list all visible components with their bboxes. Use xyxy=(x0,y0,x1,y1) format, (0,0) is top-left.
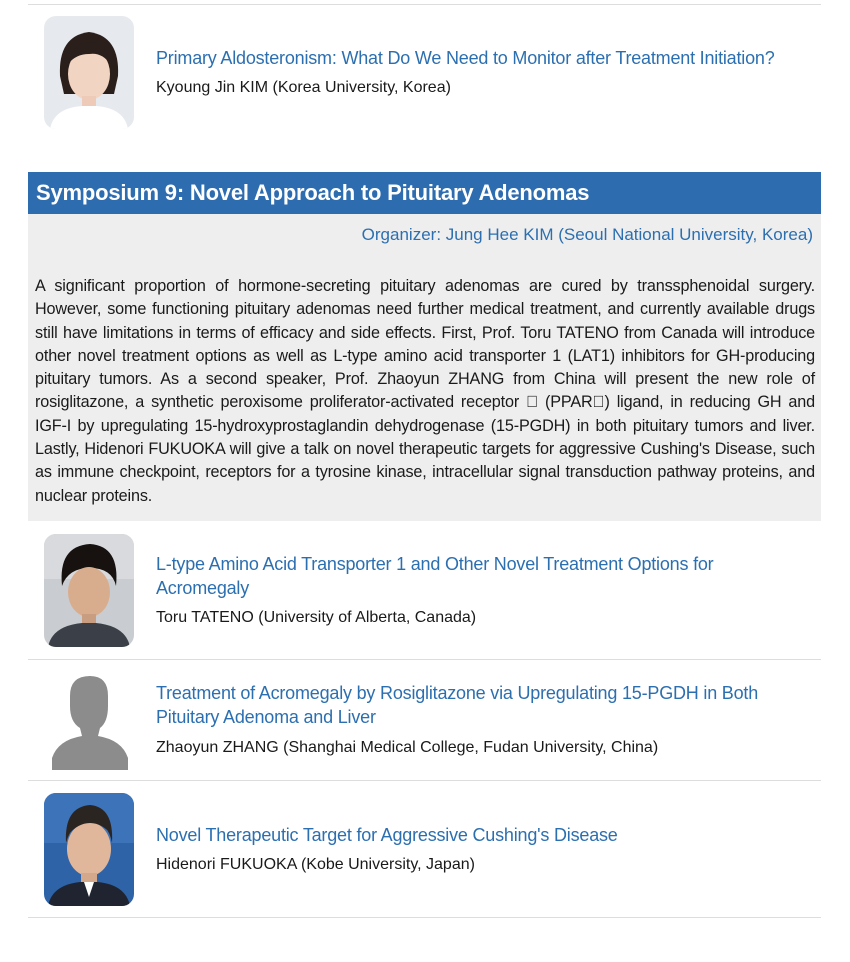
talk-item xyxy=(28,781,821,917)
symposium-organizer: Organizer: Jung Hee KIM (Seoul National University, Korea) xyxy=(361,225,813,244)
speaker-photo xyxy=(44,793,134,906)
talk-speaker: Zhaoyun ZHANG (Shanghai Medical College, Fudan University, China) xyxy=(156,739,659,756)
talk-item xyxy=(28,660,821,780)
symposium-header xyxy=(28,172,821,214)
symposium-description: A significant proportion of hormone-secreting pituitary adenomas are cured by transsphenoidal surgery. However, some functioning pituitary adenomas need further medical treatment, and currently available drugs still have limitations in terms of efficacy and side effects. First, Prof. Toru TATENO from Canada will introduce other novel treatment options as well as L-type amino acid transporter 1 (LAT1) inhibitors for GH-producing pituitary tumors. As a second speaker, Prof. Zhaoyun ZHANG from China will present the new role of rosiglitazone, a synthetic peroxisome proliferator-activated receptor   (PPAR ) ligand, in reducing GH and IGF-I by upregulating 15-hydroxyprostaglandin dehydrogenase (15-PGDH) in both pituitary tumors and liver. Lastly, Hidenori FUKUOKA will give a talk on novel therapeutic targets for aggressive Cushing's Disease, such as immune checkpoint, receptors for a tyrosine kinase, intracellular signal transduction pathway proteins, and nuclear proteins. xyxy=(35,277,815,505)
symposium-panel xyxy=(28,214,821,521)
talk-speaker: Toru TATENO (University of Alberta, Canada) xyxy=(156,609,477,626)
talk-title[interactable]: L-type Amino Acid Transporter 1 and Other Novel Treatment Options for Acromegaly xyxy=(156,554,714,598)
divider xyxy=(28,917,821,918)
speaker-photo xyxy=(44,534,134,647)
talk-item-previous xyxy=(28,0,821,140)
talk-title[interactable]: Novel Therapeutic Target for Aggressive Cushing's Disease xyxy=(156,825,618,845)
symposium-title: Symposium 9: Novel Approach to Pituitary Adenomas xyxy=(36,180,590,205)
placeholder-person-icon xyxy=(44,666,134,779)
talk-speaker: Hidenori FUKUOKA (Kobe University, Japan) xyxy=(156,856,475,873)
talk-title[interactable]: Treatment of Acromegaly by Rosiglitazone via Upregulating 15-PGDH in Both Pituitary Adenoma and Liver xyxy=(156,683,759,727)
talk-title[interactable]: Primary Aldosteronism: What Do We Need to Monitor after Treatment Initiation? xyxy=(156,48,775,68)
talk-item xyxy=(28,521,821,659)
speaker-photo xyxy=(44,16,134,129)
talk-speaker: Kyoung Jin KIM (Korea University, Korea) xyxy=(156,79,451,96)
